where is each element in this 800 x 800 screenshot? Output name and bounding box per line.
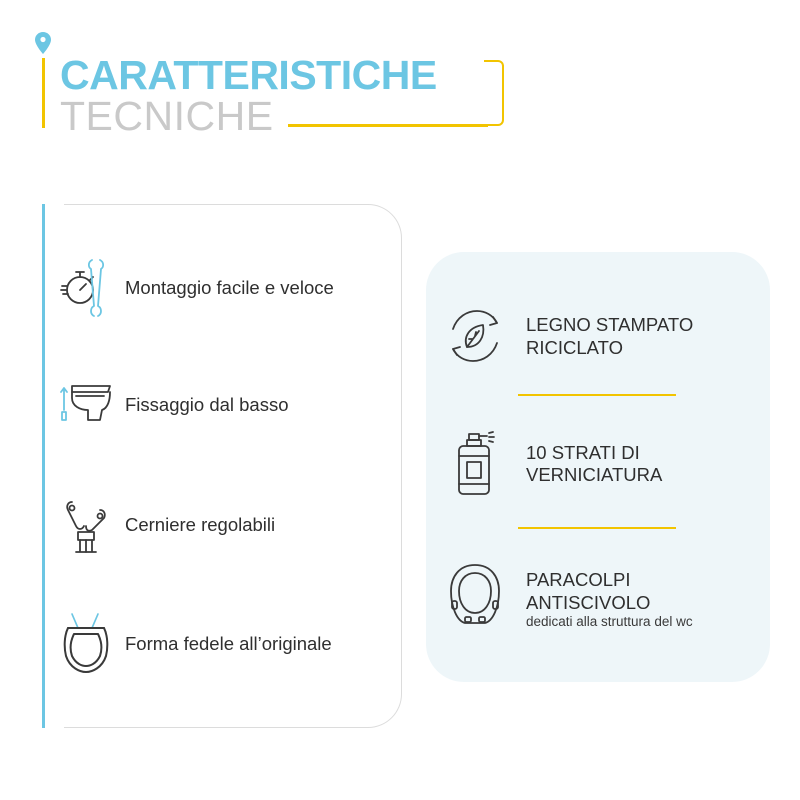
highlight-title-bumpers-line1: PARACOLPI: [526, 569, 631, 590]
title-underline: [288, 124, 488, 127]
highlight-title-wood-line2: RICICLATO: [526, 337, 623, 358]
toilet-bottom-fixing-icon: [58, 376, 114, 440]
separator: [518, 394, 676, 396]
highlight-title-wood-line1: LEGNO STAMPATO: [526, 314, 694, 335]
seat-bumpers-icon: [443, 561, 507, 627]
highlight-subtitle-bumpers: dedicati alla struttura del wc: [526, 614, 693, 629]
feature-label-fixing: Fissaggio dal basso: [125, 394, 289, 415]
stopwatch-wrench-icon: [58, 256, 114, 320]
spray-can-icon: [443, 430, 507, 496]
feature-label-shape: Forma fedele all’originale: [125, 633, 332, 654]
features-accent-line: [42, 204, 45, 728]
toilet-seat-shape-icon: [58, 612, 114, 676]
feature-label-mounting: Montaggio facile e veloce: [125, 277, 334, 298]
highlight-title-paint-line1: 10 STRATI DI: [526, 442, 640, 463]
title-accent-line: [42, 58, 45, 128]
page-title: CARATTERISTICHE: [60, 52, 437, 98]
highlight-title-bumpers-line2: ANTISCIVOLO: [526, 592, 651, 613]
hinge-icon: [58, 496, 114, 560]
page-subtitle: TECNICHE: [60, 93, 274, 139]
location-pin-icon: [35, 32, 51, 54]
separator: [518, 527, 676, 529]
recycled-leaf-icon: [443, 303, 507, 369]
highlight-title-paint-line2: VERNICIATURA: [526, 464, 663, 485]
title-bracket: [484, 60, 504, 126]
feature-label-hinges: Cerniere regolabili: [125, 514, 276, 535]
